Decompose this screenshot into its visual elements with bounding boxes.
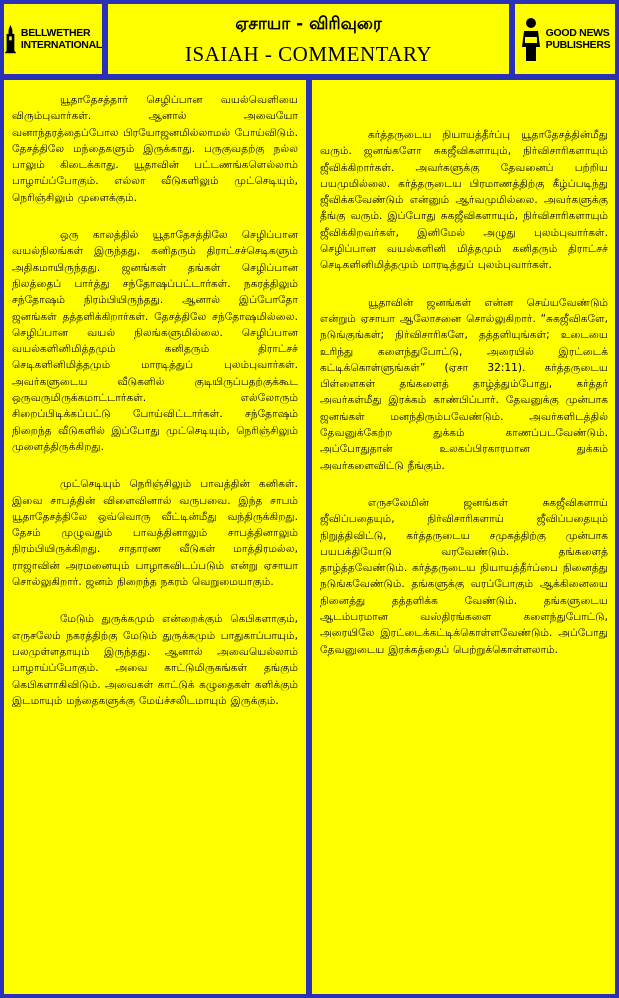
page-title: [108, 4, 509, 74]
bellwether-logo: [4, 4, 102, 74]
logo-line-1: BELLWETHER: [20, 27, 91, 39]
paragraph: ஒரு காலத்தில் யூதாதேசத்திலே செழிப்பான வயல்நிலங்கள் இருந்தது. கனிதரும் திராட்சச்செடிகளும் அதிகமாயிருந்தது. ஜனங்கள் தங்கள் செழிப்பான நிலத்தைப் பார்த்து சந்தோஷப்பட்டார்கள். நகரத்திலும் சந்தோஷம் நிரம்பியிருந்தது. ஆனால் இப்போதோ ஜனங்கள் தத்தளிக்கிறார்கள். தேசத்திலே சந்தோஷமில்லை. செழிப்பான வயல் நிலங்களுமில்லை. செழிப்பான வயல்களினிமித்தமும் கனிதரும் திராட்சச் செடிகளினிமித்தமும் மாரடித்துப் புலம்புவார்கள். அவர்களுடைய வீடுகளில் குடியிருப்பதற்குக்கூட ஒருவருமிருக்கமாட்டார்கள். எல்லோரும் சிறைப்பிடிக்கப்பட்டு போய்விட்டார்கள். சந்தோஷம் நிறைந்த வீடுகளில் இப்போது முட்செடியும், நெரிஞ்சிலும் முளைத்திருக்கிறது.: [12, 229, 298, 453]
right-column: [320, 127, 608, 987]
title-tamil: ஏசாயா - விரிவுரை: [235, 14, 382, 34]
logo-line-1: GOOD NEWS: [545, 27, 610, 39]
paragraph: மேடும் துருக்கமும் என்றைக்கும் கெபிகளாகும், எருசலேம் நகரத்திற்கு மேடும் துருக்கமும் பாதுகாப்பாயும், பலமுள்ளதாயும் இருந்தது. ஆனால் அவையெல்லாம் பாழாய்ப்போகும். அவை காட்டுமிருகங்கள் தங்கும் கெபிகளாகிவிடும். அவைகள் காட்டுக் கழுதைகள் களிக்கும் இடமாயும் மந்தைகளுக்கு மேய்ச்சலிடமாயும் இருக்கும்.: [12, 613, 298, 707]
logo-line-2: PUBLISHERS: [545, 39, 611, 51]
paragraph: கர்த்தருடைய நியாயத்தீர்ப்பு யூதாதேசத்தின்மீது வரும். ஜனங்களோ சுகஜீவிகளாயும், நிர்விசாரிகளாயும் ஜீவிக்கிறார்கள். அவர்களுக்கு தேவனைப் பற்றிய பயமுமில்லை. கர்த்தருடைய பிரமாணத்திற்கு கீழ்ப்படிந்து ஜீவிக்கவேண்டும் என்னும் ஆர்வமுமில்லை. அவர்களுக்கு தீங்கு வரும். இப்போது சுகஜீவிகளாயும், நிர்விசாரிகளாயும் ஜீவிக்கிறவர்கள், இனிமேல் அழுது புலம்புவார்கள். செழிப்பான வயல்களினி மித்தமும் கனிதரும் திராட்சச் செடிகளினிமித்தமும் மாரடித்துப் புலம்புவார்கள்.: [320, 129, 608, 272]
title-english: ISAIAH - COMMENTARY: [185, 42, 432, 66]
paragraph: யூதாதேசத்தார் செழிப்பான வயல்வெளியை விரும்புவார்கள். ஆனால் அவையோ வனாந்தரத்தைப்போல பிரயோஜனமில்லாமல் போய்விடும். தேசத்திலே மந்தைகளும் இருக்காது. பருகுவதற்கு நல்ல பாலும் கிடைக்காது. யூதாவின் பட்டணங்களெல்லாம் பாழாய்ப்போகும். எல்லா வீடுகளிலும் முட்செடியும், நெரிஞ்சிலும் முளைக்கும்.: [12, 94, 298, 204]
bell-tower-logo-icon: [4, 17, 17, 61]
paragraph: எருசலேமின் ஜனங்கள் சுகஜீவிகளாய் ஜீவிப்பதையும், நிர்விசாரிகளாய் ஜீவிப்பதையும் நிறுத்திவிட்டு, கர்த்தருடைய சமுகத்திற்கு முன்பாக பயபக்தியோடு வரவேண்டும். தங்களைத் தாழ்த்தவேண்டும். கர்த்தருடைய நியாயத்தீர்ப்பை நினைத்து நடுங்கவேண்டும். தங்களுக்கு வரப்போகும் ஆக்கினையை நினைத்து தத்தளிக்க வேண்டும். தங்களுடைய ஆடம்பரமான வஸ்திரங்களை களைந்துபோட்டு, அரையிலே இரட்டைக்கட்டிக்கொள்ளவேண்டும். அப்போது தேவனுடைய இரக்கத்தைப் பெற்றுக்கொள்ளலாம்.: [320, 496, 608, 656]
logo-line-2: INTERNATIONAL: [20, 39, 102, 51]
good-news-logo: [515, 4, 615, 74]
left-column: [12, 92, 298, 972]
paragraph: முட்செடியும் நெரிஞ்சிலும் பாவத்தின் கனிகள். இவை சாபத்தின் விளைவினால் வருபவை. இந்த சாபம் யூதாதேசத்திலே ஒவ்வொரு வீட்டின்மீது வந்திருக்கிறது. தேசம் முழுவதும் பாவத்தினாலும் சாபத்தினாலும் நிரம்பியிருக்கிறது. சாதாரண வீடுகள் மாத்திரமல்ல, ராஜாவின் அரமனையும் பாழாகவிடப்படும் என்று ஏசாயா சொல்லுகிறார். ஜனம் நிறைந்த நகரம் வெறுமையாகும்.: [12, 478, 298, 589]
book-reader-logo-icon: [520, 17, 542, 61]
paragraph: யூதாவின் ஜனங்கள் என்ன செய்யவேண்டும் என்றும் ஏசாயா ஆலோசனை சொல்லுகிறார். “சுகஜீவிகளே, நடுங்குங்கள்; நிர்விசாரிகளே, தத்தளியுங்கள்; உடையை உரிந்து களைந்துபோட்டு, அரையில் இரட்டைக் கட்டிக்கொள்ளுங்கள்” (ஏசா 32:11). கர்த்தருடைய பிள்ளைகள் தங்களைத் தாழ்த்தும்போது, கர்த்தர் அவர்கள்மீது இரக்கம் காண்பிப்பார். தேவனுக்கு முன்பாக ஜனங்கள் மனந்திரும்பவேண்டும். அவர்களிடத்தில் தேவனுக்கேற்ற துக்கம் காணப்படவேண்டும். அப்போதுதான் உலகப்பிரகாரமான துக்கம் அவர்களைவிட்டு நீங்கும்.: [320, 296, 608, 472]
